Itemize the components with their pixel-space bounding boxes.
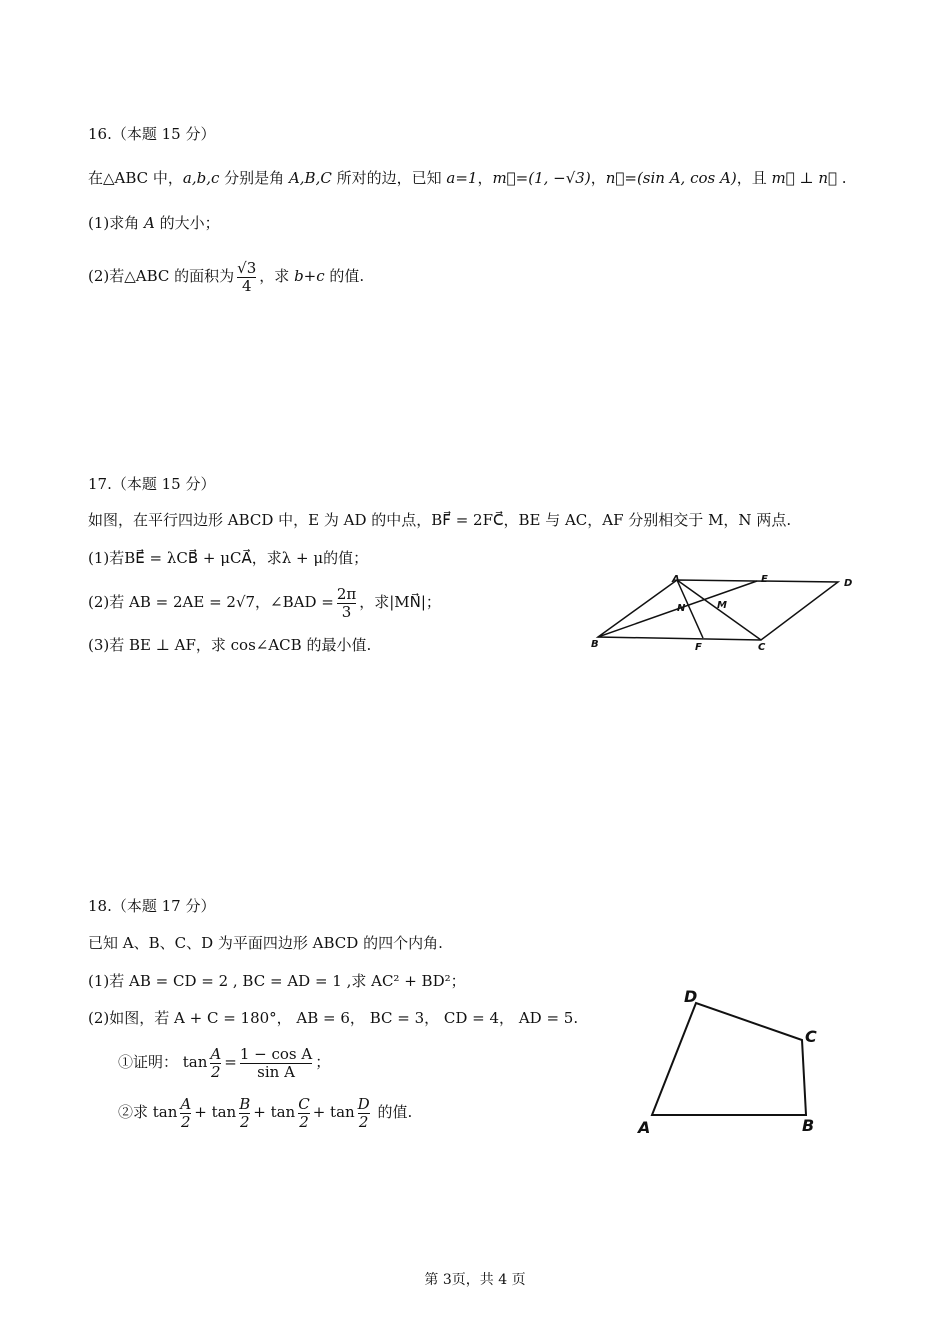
label-A: A xyxy=(638,1118,651,1137)
label-B: B xyxy=(802,1116,815,1135)
label-N: N xyxy=(677,603,686,614)
label-B: B xyxy=(591,639,599,650)
angle-fraction: $\frac{2\pi}{3}$ xyxy=(336,584,357,621)
label-F: F xyxy=(695,642,702,653)
q17-part2: (2)若 AB = 2AE = 2√7，∠BAD = $\frac{2\pi}{3}$ ，求|MN⃗|； xyxy=(88,584,441,621)
q17-part1: (1)若BE⃗ = λCB⃗ + μCA⃗，求λ + μ的值； xyxy=(88,549,369,567)
q16-header: 16.（本题 15 分） xyxy=(88,125,216,143)
label-A: A xyxy=(672,574,680,585)
q16-part1: (1)求角 A 的大小； xyxy=(88,214,220,232)
q18-sub1: ①证明： tan $\frac{A}{2}$ = $\frac{\text{1 − cos A}}{\text{sin A}}$ ； xyxy=(118,1044,331,1081)
q17-stem: 如图，在平行四边形 ABCD 中，E 为 AD 的中点，BF⃗ = 2FC⃗，BE 与 AC，AF 分别相交于 M，N 两点. xyxy=(88,511,792,529)
q16-stem: 在△ABC 中，a,b,c 分别是角 A,B,C 所对的边，已知 a=1，m⃗=(1, −√3)，n⃗=(sin A, cos A)，且 m⃗ ⊥ n⃗ . xyxy=(88,169,847,187)
label-C: C xyxy=(805,1027,817,1046)
label-E: E xyxy=(761,574,768,585)
q18-header: 18.（本题 17 分） xyxy=(88,897,216,915)
q18-sub2: ②求 tan $\frac{A}{2}$ + tan $\frac{B}{2}$ + tan $\frac{C}{2}$ + tan $\frac{D}{2}$ 的值. xyxy=(118,1094,413,1131)
page-footer: 第 3页，共 4 页 xyxy=(424,1272,526,1288)
q17-part3: (3)若 BE ⊥ AF，求 cos∠ACB 的最小值. xyxy=(88,636,372,654)
label-M: M xyxy=(717,600,727,611)
label-C: C xyxy=(758,642,766,653)
q18-stem: 已知 A、B、C、D 为平面四边形 ABCD 的四个内角. xyxy=(88,934,443,952)
label-D: D xyxy=(844,578,853,589)
label-D: D xyxy=(684,987,698,1006)
quadrilateral-figure xyxy=(630,985,830,1140)
parallelogram-figure xyxy=(585,570,860,655)
q18-part1: (1)若 AB = CD = 2 , BC = AD = 1 ,求 AC² + BD²； xyxy=(88,972,466,990)
area-fraction: $\frac{√3}{4}$ xyxy=(237,258,257,295)
q18-part2: (2)如图，若 A + C = 180°， AB = 6， BC = 3， CD = 4， AD = 5. xyxy=(88,1009,579,1027)
q16-part2: (2)若△ABC 的面积为 $\frac{√3}{4}$ ，求 b+c 的值. xyxy=(88,258,365,295)
q17-header: 17.（本题 15 分） xyxy=(88,475,216,493)
